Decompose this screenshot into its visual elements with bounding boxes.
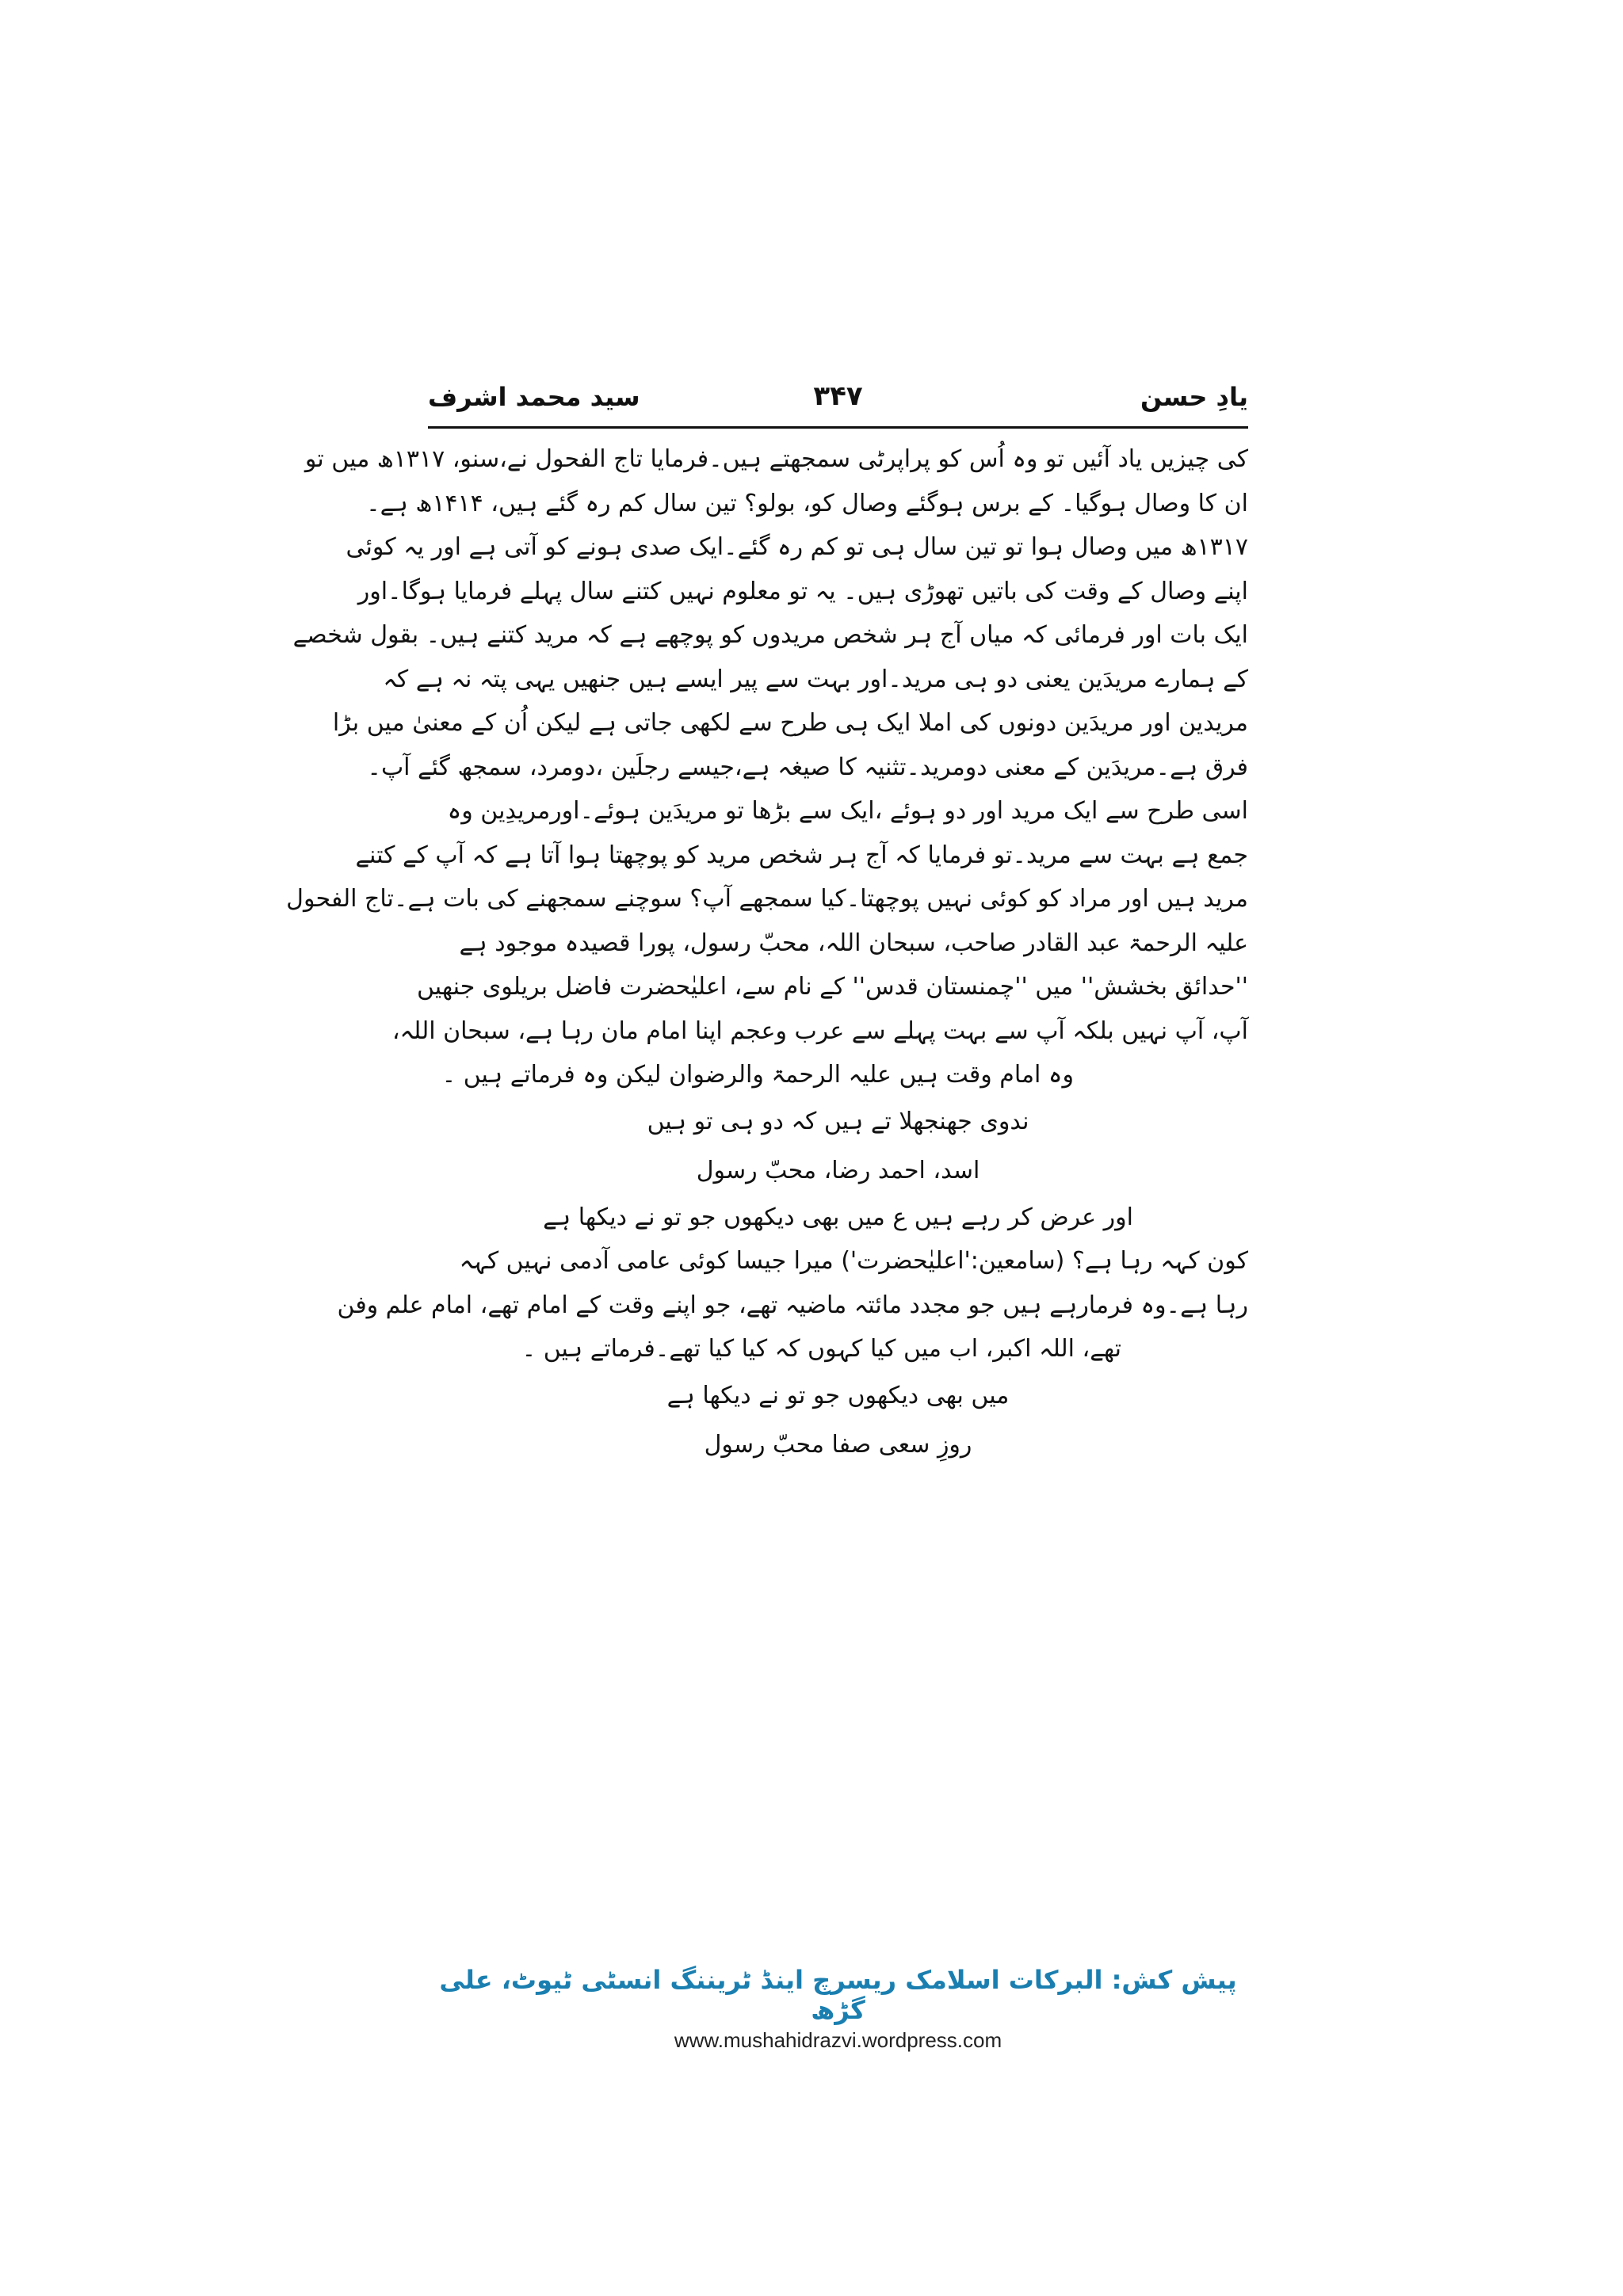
text-line: کون کہہ رہا ہے؟ (سامعین:'اعلیٰحضرت') میرا جیسا کوئی عامی آدمی نہیں کہہ — [459, 1247, 1248, 1275]
text-line: علیہ الرحمۃ عبد القادر صاحب، سبحان اللہ، محبّ رسول، پورا قصیدہ موجود ہے — [459, 929, 1248, 957]
verse-line: روزِ سعی صفا محبّ رسول — [704, 1430, 972, 1459]
text-line: ان کا وصال ہوگیا۔ کے برس ہوگئے وصال کو، بولو؟ تین سال کم رہ گئے ہیں، ۱۴۱۴ھ ہے۔ — [366, 489, 1248, 517]
text-line: آپ، آپ نہیں بلکہ آپ سے بہت پہلے سے عرب وعجم اپنا امام مان رہا ہے، سبحان اللہ، — [391, 1016, 1248, 1045]
text-line: مرید ہیں اور مراد کو کوئی نہیں پوچھتا۔کیا سمجھے آپ؟ سوچنے سمجھنے کی بات ہے۔تاج الفحول — [286, 885, 1248, 913]
text-line: اپنے وصال کے وقت کی باتیں تھوڑی ہیں۔ یہ تو معلوم نہیں کتنے سال پہلے فرمایا ہوگا۔اور — [357, 577, 1248, 605]
book-title: یادِ حسن — [1140, 382, 1248, 412]
text-line: کی چیزیں یاد آئیں تو وہ اُس کو پراپرٹی سمجھتے ہیں۔فرمایا تاج الفحول نے،سنو، ۱۳۱۷ھ میں تو — [304, 445, 1248, 473]
text-line: ۱۳۱۷ھ میں وصال ہوا تو تین سال ہی تو کم رہ گئے۔ایک صدی ہونے کو آتی ہے اور یہ کوئی — [346, 533, 1248, 561]
text-line: وہ امام وقت ہیں علیہ الرحمۃ والرضوان لیکن وہ فرماتے ہیں ۔ — [441, 1061, 1074, 1089]
text-line: کے ہمارے مریدَین یعنی دو ہی مرید۔اور بہت سے پیر ایسے ہیں جنھیں یہی پتہ نہ ہے کہ — [383, 665, 1248, 693]
verse-line: ندوی جھنجھلا تے ہیں کہ دو ہی تو ہیں — [647, 1107, 1029, 1135]
page-number: ۳۴۷ — [813, 380, 863, 412]
text-line: اسی طرح سے ایک مرید اور دو ہوئے ،ایک سے بڑھا تو مریدَین ہوئے۔اورمریدِین وہ — [447, 797, 1248, 825]
verse-line: میں بھی دیکھوں جو تو نے دیکھا ہے — [666, 1381, 1010, 1409]
text-line: رہا ہے۔وہ فرمارہے ہیں جو مجدد مائتہ ماضیہ تھے، جو اپنے وقت کے امام تھے، امام علم وفن — [337, 1291, 1248, 1319]
website-url[interactable]: www.mushahidrazvi.wordpress.com — [674, 2028, 1002, 2052]
verse-line: اسد، احمد رضا، محبّ رسول — [696, 1156, 980, 1184]
text-line: تھے، اللہ اکبر، اب میں کیا کہوں کہ کیا کیا تھے۔فرماتے ہیں ۔ — [521, 1335, 1121, 1363]
text-line: ''حدائق بخشش'' میں ''چمنستان قدس'' کے نام سے، اعلیٰحضرت فاضل بریلوی جنھیں — [416, 973, 1248, 1001]
text-line: جمع ہے بہت سے مرید۔تو فرمایا کہ آج ہر شخص مرید کو پوچھتا ہوا آتا ہے کہ آپ کے کتنے — [355, 841, 1248, 869]
header-divider — [428, 426, 1248, 429]
text-line: ایک بات اور فرمائی کہ میاں آج ہر شخص مریدوں کو پوچھے ہے کہ مرید کتنے ہیں۔ بقول شخصے — [292, 621, 1248, 649]
text-line: اور عرض کر رہے ہیں ع میں بھی دیکھوں جو تو نے دیکھا ہے — [543, 1203, 1133, 1231]
author-name: سید محمد اشرف — [428, 382, 640, 412]
body-text — [286, 437, 1248, 1470]
page-header — [428, 382, 1248, 429]
text-line: فرق ہے۔مریدَین کے معنی دومرید۔تثنیہ کا صیغہ ہے،جیسے رجلَین ،دومرد، سمجھ گئے آپ۔ — [367, 753, 1248, 781]
text-line: مریدین اور مریدَین دونوں کی املا ایک ہی طرح سے لکھی جاتی ہے لیکن اُن کے معنیٰ میں بڑا — [332, 709, 1248, 737]
publisher-credit: پیش کش: البرکات اسلامک ریسرچ اینڈ ٹریننگ انسٹی ٹیوٹ، علی گڑھ — [439, 1965, 1237, 2025]
